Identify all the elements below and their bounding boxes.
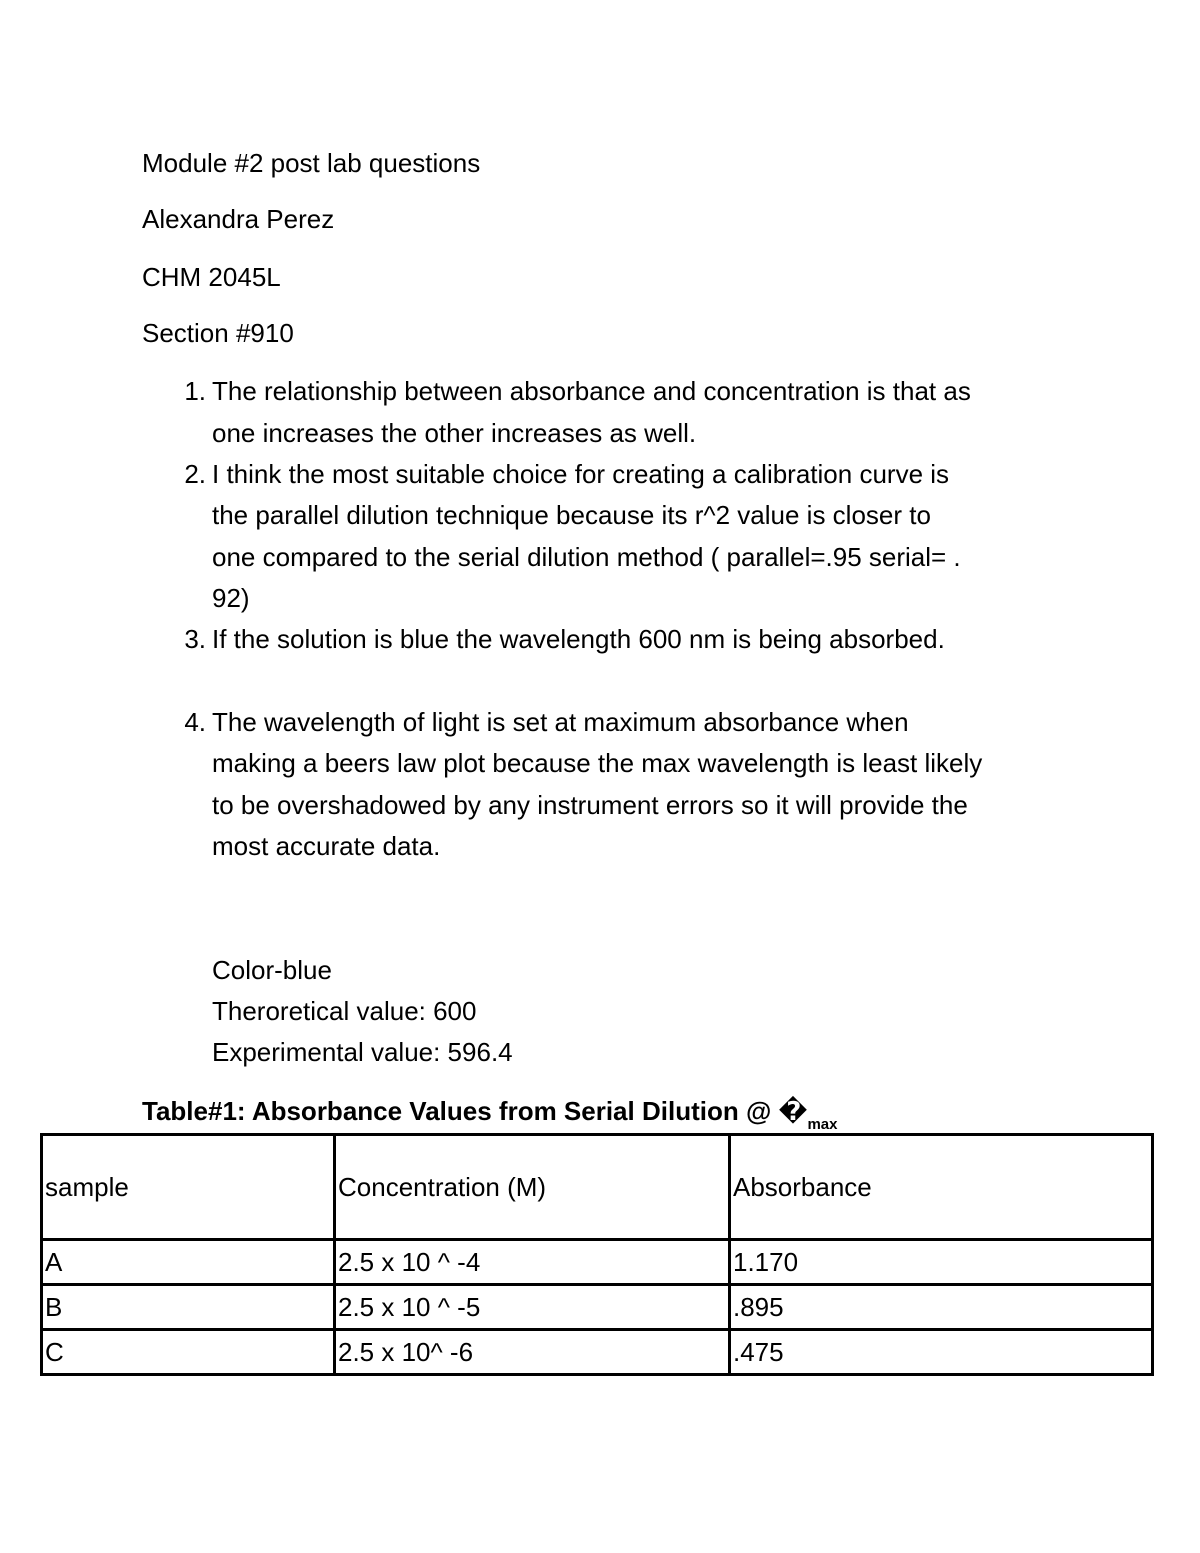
answer-line: I think the most suitable choice for creating a calibration curve is xyxy=(212,459,950,489)
question-number: 1. xyxy=(184,376,206,406)
table-row xyxy=(42,1330,1153,1375)
cell-absorbance: .895 xyxy=(730,1285,1153,1330)
answer-line: most accurate data. xyxy=(212,831,441,861)
table-caption xyxy=(142,1096,838,1133)
header-sample: sample xyxy=(42,1135,335,1240)
answer-line: 92) xyxy=(212,583,250,613)
document-title: Module #2 post lab questions xyxy=(142,148,481,178)
section-number: Section #910 xyxy=(142,318,294,348)
answer-line: one increases the other increases as well. xyxy=(212,418,697,448)
cell-sample: C xyxy=(42,1330,335,1375)
question-number: 3. xyxy=(184,624,206,654)
answer-line: the parallel dilution technique because its r^2 value is closer to xyxy=(212,500,931,530)
answer-line: The wavelength of light is set at maximum absorbance when xyxy=(212,707,909,737)
header-absorbance: Absorbance xyxy=(730,1135,1153,1240)
cell-concentration: 2.5 x 10 ^ -4 xyxy=(335,1240,730,1285)
cell-sample: A xyxy=(42,1240,335,1285)
table-caption-subscript: max xyxy=(807,1116,838,1133)
theoretical-value: Theroretical value: 600 xyxy=(212,996,477,1026)
answer-line: If the solution is blue the wavelength 600 nm is being absorbed. xyxy=(212,624,945,654)
student-name: Alexandra Perez xyxy=(142,204,335,234)
answer-line: The relationship between absorbance and concentration is that as xyxy=(212,376,971,406)
cell-sample: B xyxy=(42,1285,335,1330)
experimental-value: Experimental value: 596.4 xyxy=(212,1037,513,1067)
table-row xyxy=(42,1285,1153,1330)
absorbance-table xyxy=(40,1133,1154,1376)
answer-line: making a beers law plot because the max wavelength is least likely xyxy=(212,748,983,778)
answer-line: one compared to the serial dilution method ( parallel=.95 serial= . xyxy=(212,542,961,572)
cell-absorbance: 1.170 xyxy=(730,1240,1153,1285)
question-number: 2. xyxy=(184,459,206,489)
cell-concentration: 2.5 x 10 ^ -5 xyxy=(335,1285,730,1330)
question-number: 4. xyxy=(184,707,206,737)
course-code: CHM 2045L xyxy=(142,262,281,292)
cell-concentration: 2.5 x 10^ -6 xyxy=(335,1330,730,1375)
cell-absorbance: .475 xyxy=(730,1330,1153,1375)
color-observation: Color-blue xyxy=(212,955,332,985)
table-row xyxy=(42,1240,1153,1285)
header-concentration: Concentration (M) xyxy=(335,1135,730,1240)
answer-line: to be overshadowed by any instrument errors so it will provide the xyxy=(212,790,968,820)
table-header-row xyxy=(42,1135,1153,1240)
table-caption-text: Table#1: Absorbance Values from Serial Dilution @ � xyxy=(142,1096,808,1126)
